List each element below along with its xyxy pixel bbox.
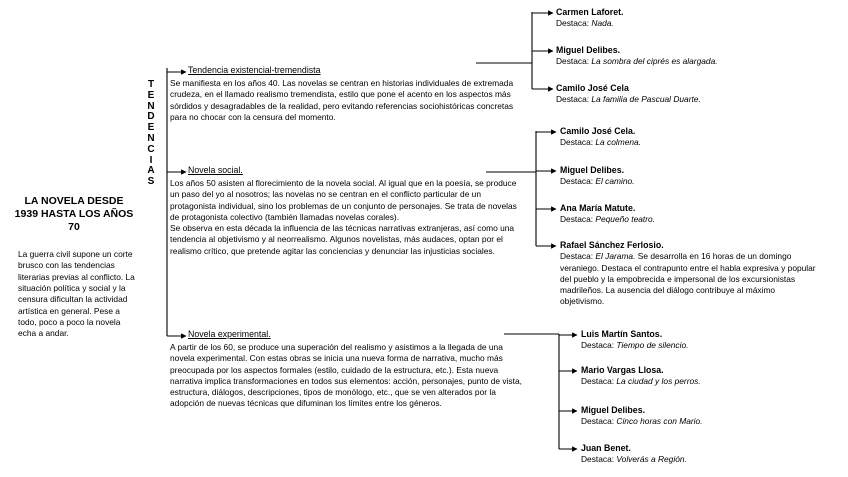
vertical-letter: A <box>147 165 155 177</box>
work-title: La sombra del ciprés es alargada. <box>591 56 718 67</box>
author-name: Rafael Sánchez Ferlosio. <box>560 240 664 250</box>
work-title: Pequeño teatro. <box>595 214 655 225</box>
tendency-paragraph: Se observa en esta década la influencia de las técnicas narrativas extranjeras, así como una tendencia al objetivismo y al neorrealismo. Algunos novelistas, más audaces, optan por el realismo crítico, que pretende agitar las conciencias y denunciar las injusticias sociales. <box>170 223 515 256</box>
work-prefix: Destaca: <box>581 340 617 351</box>
work-title: Nada. <box>591 18 614 29</box>
author-work <box>581 340 688 351</box>
vertical-letter: I <box>149 154 153 166</box>
author-work <box>581 454 687 465</box>
author-name: Miguel Delibes. <box>581 405 646 415</box>
author-name: Miguel Delibes. <box>560 165 625 175</box>
work-prefix: Destaca: <box>556 56 592 67</box>
tendency-paragraph: Se manifiesta en los años 40. Las novelas se centran en historias individuales de extremada crudeza, en el llamado realismo tremendista, estilo que pone el acento en los aspectos más sórdidos y desagradables de la realidad, pero evitando referencias sociohistóricas concretas para no chocar con la censura del momento. <box>170 78 514 122</box>
vertical-letter: E <box>147 122 155 134</box>
author-work <box>560 137 641 148</box>
main-title: LA NOVELA DESDE 1939 HASTA LOS AÑOS 70 <box>14 195 134 233</box>
work-prefix: Destaca: <box>560 214 596 225</box>
work-prefix: Destaca: <box>556 94 592 105</box>
vertical-letter: C <box>147 143 155 155</box>
work-title: Cinco horas con Mario. <box>616 416 703 427</box>
author-entry <box>556 45 718 68</box>
tendency-body-social <box>170 178 520 257</box>
tendency-body-existential <box>170 78 520 123</box>
author-entry <box>581 443 687 466</box>
author-name: Camilo José Cela <box>556 83 629 93</box>
author-work <box>556 56 718 67</box>
vertical-letter: N <box>147 132 155 144</box>
author-entry <box>581 365 701 388</box>
author-entry <box>556 7 623 30</box>
vertical-letter: E <box>147 89 155 101</box>
author-name: Juan Benet. <box>581 443 631 453</box>
author-name: Miguel Delibes. <box>556 45 621 55</box>
vertical-letter: S <box>147 176 155 188</box>
author-entry <box>581 329 688 352</box>
intro-text: La guerra civil supone un corte brusco con las tendencias literarias previas al conflicto. La situación política y social y la censura dificultan la actividad artística en general. Pese a todo, poco a poco la novela echa a andar. <box>18 249 135 339</box>
vertical-label-tendencias <box>145 80 157 188</box>
work-prefix: Destaca: <box>560 137 596 148</box>
author-work <box>556 18 623 29</box>
tendency-title-social: Novela social. <box>188 165 243 175</box>
vertical-letter: N <box>147 100 155 112</box>
work-prefix: Destaca: <box>560 251 596 262</box>
vertical-letter: D <box>147 111 155 123</box>
author-work <box>581 416 703 427</box>
author-entry <box>560 240 820 308</box>
work-prefix: Destaca: <box>581 376 617 387</box>
tendency-body-experimental <box>170 342 525 410</box>
author-entry <box>560 203 655 226</box>
vertical-letter: T <box>147 79 155 90</box>
author-work <box>581 376 701 387</box>
author-work <box>560 251 820 307</box>
work-prefix: Destaca: <box>556 18 592 29</box>
work-title: La ciudad y los perros. <box>616 376 701 387</box>
tendency-paragraph: Los años 50 asisten al florecimiento de la novela social. Al igual que en la poesía, se produce un paso del yo al nosotros; las novelas no se centran en el conflicto particular de un protagonista individual, sino los problemas de un conjunto de personajes. Se trata de novelas de protagonista colectivo (también llamadas novelas corales). <box>170 178 517 222</box>
author-entry <box>581 405 703 428</box>
author-work <box>556 94 701 105</box>
author-entry <box>560 126 641 149</box>
tendency-title-existential: Tendencia existencial-tremendista <box>188 65 321 75</box>
author-name: Camilo José Cela. <box>560 126 636 136</box>
work-title: Volverás a Región. <box>616 454 687 465</box>
work-title: La familia de Pascual Duarte. <box>591 94 701 105</box>
author-entry <box>560 165 635 188</box>
work-prefix: Destaca: <box>560 176 596 187</box>
author-name: Luis Martín Santos. <box>581 329 663 339</box>
tendency-title-experimental: Novela experimental. <box>188 329 271 339</box>
work-title: El camino. <box>595 176 635 187</box>
author-entry <box>556 83 701 106</box>
author-name: Carmen Laforet. <box>556 7 624 17</box>
author-name: Mario Vargas Llosa. <box>581 365 664 375</box>
work-description: Se desarrolla en 16 horas de un domingo veraniego. Destaca el contrapunto entre el habla expresiva y popular del pueblo y la empobrecida e impersonal de los excursionistas madrileños. La ausencia del diálogo contribuye al máximo objetivismo. <box>560 251 816 307</box>
work-title: El Jarama. <box>595 251 636 262</box>
tendency-paragraph: A partir de los 60, se produce una superación del realismo y asistimos a la llegada de una novela experimental. Con estas obras se inicia una nueva forma de narrativa, mucho más preocupada por los aspectos formales (estilo, cuidado de la estructura, etc.). Esta nueva narrativa implica transformaciones en todos sus elementos: acción, personajes, punto de vista, estructura, diálogos, descripciones, tipos de monólogo, etc., que se ven alterados por la adopción de nuevas técnicas que difuminan los límites entre los géneros. <box>170 342 522 409</box>
author-work <box>560 176 635 187</box>
author-name: Ana María Matute. <box>560 203 636 213</box>
author-work <box>560 214 655 225</box>
work-prefix: Destaca: <box>581 454 617 465</box>
work-title: La colmena. <box>595 137 642 148</box>
work-prefix: Destaca: <box>581 416 617 427</box>
work-title: Tiempo de silencio. <box>616 340 689 351</box>
